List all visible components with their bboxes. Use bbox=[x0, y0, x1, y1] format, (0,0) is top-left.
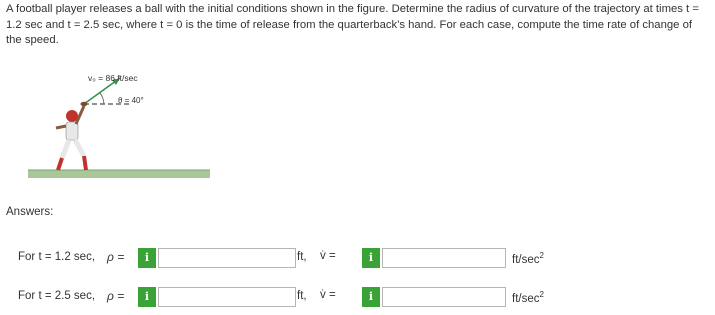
football-player bbox=[56, 102, 88, 170]
rho-symbol: ρ = bbox=[107, 250, 125, 264]
info-icon[interactable]: i bbox=[362, 287, 380, 307]
speed-rate-input[interactable] bbox=[382, 248, 506, 268]
vdot-symbol: v̇ = bbox=[320, 289, 336, 301]
vdot-symbol: v̇ = bbox=[320, 250, 336, 262]
radius-unit: ft, bbox=[297, 290, 307, 302]
info-icon[interactable]: i bbox=[138, 248, 156, 268]
answer-row-t1 bbox=[0, 246, 715, 270]
ground bbox=[28, 170, 210, 178]
quarterback-illustration bbox=[28, 66, 210, 186]
speed-rate-input[interactable] bbox=[382, 287, 506, 307]
radius-input[interactable] bbox=[158, 248, 296, 268]
angle-label: θ = 40° bbox=[118, 96, 144, 105]
speed-rate-unit: $ft/\sec^2$ bbox=[512, 251, 544, 266]
quarterback-figure bbox=[28, 66, 210, 186]
time-label: For t = 1.2 sec, bbox=[18, 251, 96, 263]
velocity-label: v₀ = 86 ft/sec bbox=[88, 73, 138, 83]
answers-label: Answers: bbox=[6, 206, 54, 218]
answer-row-t2 bbox=[0, 285, 715, 309]
time-label: For t = 2.5 sec, bbox=[18, 290, 96, 302]
radius-input[interactable] bbox=[158, 287, 296, 307]
info-icon[interactable]: i bbox=[362, 248, 380, 268]
problem-statement: A football player releases a ball with the initial conditions shown in the figure. Determine the radius of curvature of the trajectory at times t = 1.2 sec and t = 2.5 sec, where t = 0 is the time of release from the quarterback's hand. For each case, compute the time rate of change of the speed. bbox=[6, 3, 699, 46]
radius-unit: ft, bbox=[297, 251, 307, 263]
rho-symbol: ρ = bbox=[107, 289, 125, 303]
speed-rate-unit: $ft/\sec^2$ bbox=[512, 290, 544, 305]
info-icon[interactable]: i bbox=[138, 287, 156, 307]
angle-arc bbox=[100, 93, 104, 104]
